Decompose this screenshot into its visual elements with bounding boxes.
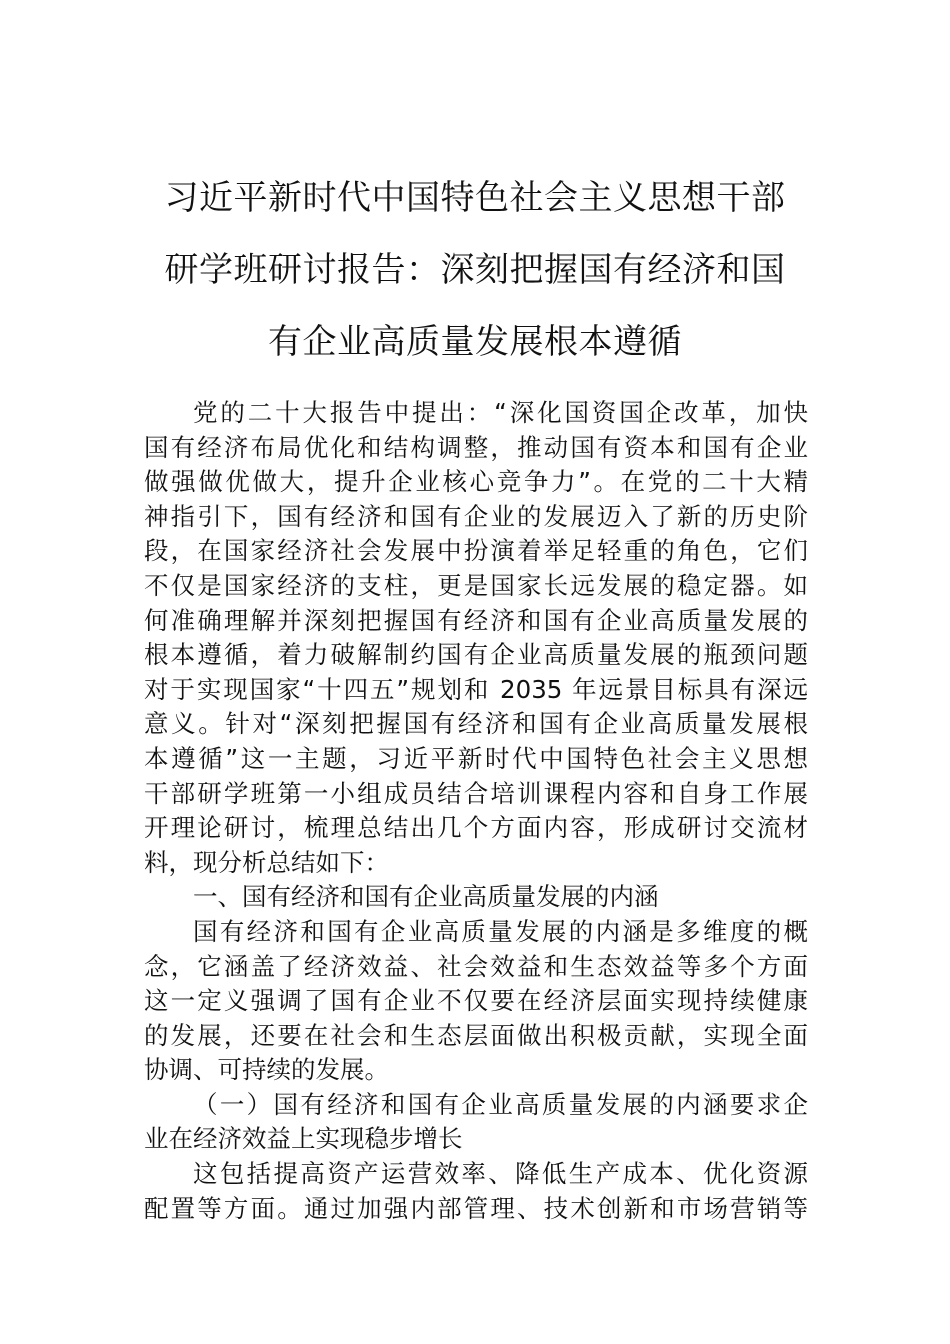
document-body: [144, 396, 808, 1226]
paragraph-line: 不仅是国家经济的支柱，更是国家长远发展的稳定器。如: [144, 570, 808, 600]
subsection-heading: 业在经济效益上实现稳步增长: [144, 1124, 463, 1154]
paragraph-line: 做强做优做大，提升企业核心竞争力”。在党的二十大精: [144, 467, 808, 497]
paragraph-line: 本遵循”这一主题，习近平新时代中国特色社会主义思想: [144, 743, 808, 773]
paragraph-line: 国有经济布局优化和结构调整，推动国有资本和国有企业: [144, 432, 808, 462]
section-heading: 一、国有经济和国有企业高质量发展的内涵: [193, 882, 659, 912]
paragraph-line: 协调、可持续的发展。: [144, 1055, 389, 1085]
subsection-heading: （一）国有经济和国有企业高质量发展的内涵要求企: [193, 1089, 808, 1119]
paragraph-line: 这一定义强调了国有企业不仅要在经济层面实现持续健康: [144, 986, 808, 1016]
title-line: 研学班研讨报告：深刻把握国有经济和国: [164, 250, 786, 290]
paragraph-line: 念，它涵盖了经济效益、社会效益和生态效益等多个方面: [144, 951, 808, 981]
paragraph-line: 国有经济和国有企业高质量发展的内涵是多维度的概: [193, 916, 808, 946]
paragraph-line: 对于实现国家“十四五”规划和 2035 年远景目标具有深远: [144, 674, 808, 704]
paragraph-line: 配置等方面。通过加强内部管理、技术创新和市场营销等: [144, 1193, 808, 1223]
paragraph-line: 干部研学班第一小组成员结合培训课程内容和自身工作展: [144, 778, 808, 808]
paragraph-line: 神指引下，国有经济和国有企业的发展迈入了新的历史阶: [144, 501, 808, 531]
title-line: 有企业高质量发展根本遵循: [268, 322, 682, 362]
paragraph-line: 意义。针对“深刻把握国有经济和国有企业高质量发展根: [144, 709, 808, 739]
paragraph-line: 这包括提高资产运营效率、降低生产成本、优化资源: [193, 1159, 808, 1189]
document-title: [140, 162, 810, 378]
title-line: 习近平新时代中国特色社会主义思想干部: [164, 178, 786, 218]
paragraph-line: 开理论研讨，梳理总结出几个方面内容，形成研讨交流材: [144, 813, 808, 843]
paragraph-line: 党的二十大报告中提出：“深化国资国企改革，加快: [193, 398, 808, 427]
paragraph-line: 料，现分析总结如下：: [144, 847, 389, 877]
paragraph-line: 何准确理解并深刻把握国有经济和国有企业高质量发展的: [144, 605, 808, 635]
paragraph-line: 段，在国家经济社会发展中扮演着举足轻重的角色，它们: [144, 536, 808, 566]
paragraph-line: 根本遵循，着力破解制约国有企业高质量发展的瓶颈问题: [144, 640, 808, 670]
paragraph-line: 的发展，还要在社会和生态层面做出积极贡献，实现全面: [144, 1020, 808, 1050]
